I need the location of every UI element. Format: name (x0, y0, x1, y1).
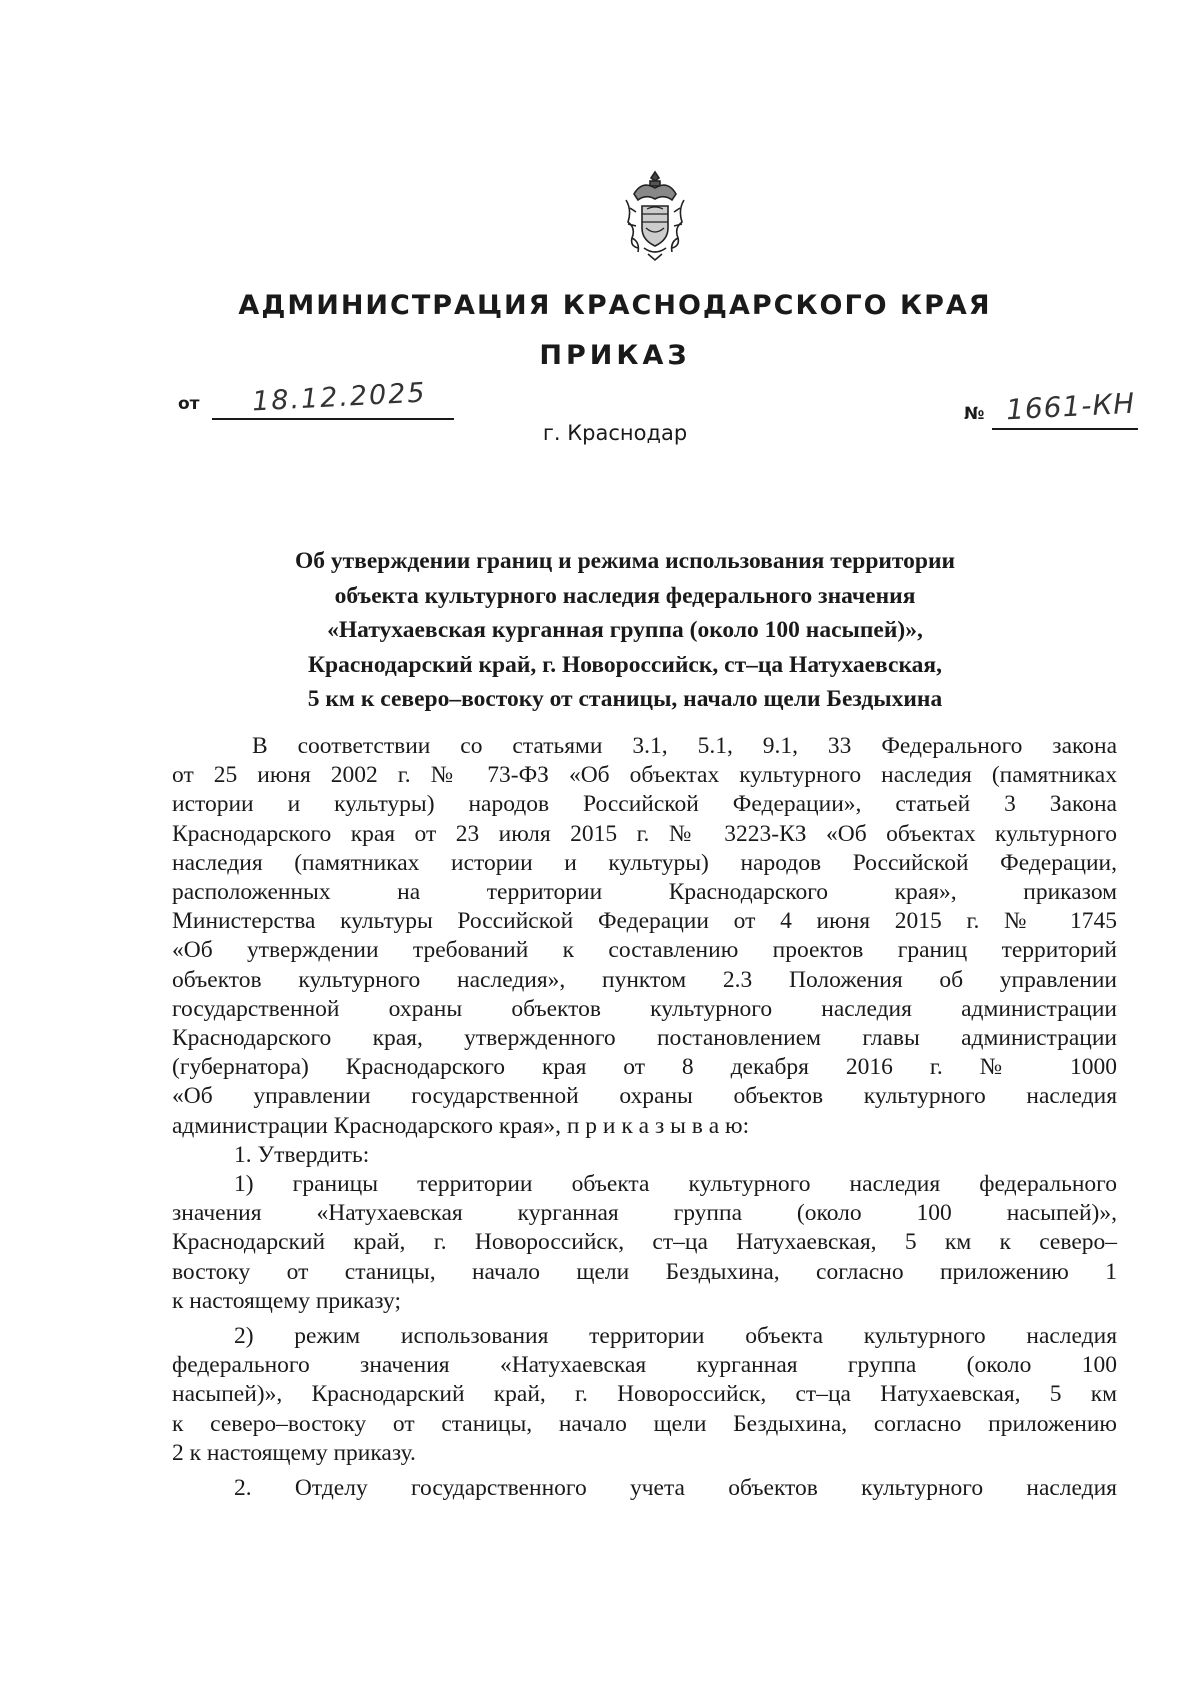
preamble-line: государственной охраны объектов культурного наследия администрации (172, 995, 1117, 1022)
item-1-2-line: 2 к настоящему приказу. (172, 1439, 416, 1466)
item-2-line: 2. Отделу государственного учета объектов культурного наследия (234, 1475, 1117, 1502)
organization-title: АДМИНИСТРАЦИЯ КРАСНОДАРСКОГО КРАЯ (238, 290, 992, 321)
date-field (212, 377, 454, 420)
subject-line: объекта культурного наследия федерального значения (334, 582, 916, 609)
preamble-line: Министерства культуры Российской Федерации от 4 июня 2015 г. № 1745 (172, 908, 1117, 935)
preamble-line: Краснодарского края, утвержденного постановлением главы администрации (172, 1025, 1117, 1052)
preamble-line: В соответствии со статьями 3.1, 5.1, 9.1, 33 Федерального закона (252, 733, 1117, 759)
city-label: г. Краснодар (542, 421, 688, 445)
number-value: 1661-КН (1005, 386, 1137, 427)
krasnodar-krai-coat-of-arms-icon (620, 168, 690, 264)
preamble-line: наследия (памятниках истории и культуры) народов Российской Федерации, (172, 849, 1117, 876)
preamble-line: «Об управлении государственной охраны объектов культурного наследия (172, 1083, 1117, 1110)
item-1-1-line: 1) границы территории объекта культурного наследия федерального (234, 1171, 1117, 1198)
document-type: ПРИКАЗ (539, 340, 691, 371)
subject-line: Краснодарский край, г. Новороссийск, ст–ца Натухаевская, (307, 651, 942, 678)
item-1-2-line: 2) режим использования территории объекта культурного наследия (234, 1323, 1117, 1350)
preamble-line: администрации Краснодарского края», п р и к а з ы в а ю: (172, 1112, 750, 1139)
order-subject (200, 544, 1050, 717)
number-label: № (964, 404, 985, 424)
item-1-2-line: к северо–востоку от станицы, начало щели Бездыхина, согласно приложению (172, 1410, 1117, 1437)
date-label: от (178, 394, 200, 414)
item-1-2-line: федерального значения «Натухаевская курганная группа (около 100 (172, 1352, 1117, 1379)
item-1-title: 1. Утвердить: (234, 1141, 370, 1168)
order-body (172, 732, 1117, 1503)
preamble-line: (губернатора) Краснодарского края от 8 декабря 2016 г. № 1000 (172, 1054, 1117, 1081)
subject-line: «Натухаевская курганная группа (около 100 насыпей)», (327, 617, 923, 643)
subject-line: 5 км к северо–востоку от станицы, начало щели Бездыхина (307, 686, 943, 712)
item-1-1-line: востоку от станицы, начало щели Бездыхина, согласно приложению 1 (172, 1258, 1117, 1285)
preamble-line: истории и культуры) народов Российской Федерации», статьей 3 Закона (172, 791, 1117, 818)
date-value: 18.12.2025 (251, 377, 428, 418)
preamble-line: объектов культурного наследия», пунктом 2.3 Положения об управлении (172, 966, 1117, 993)
preamble-line: расположенных на территории Краснодарского края», приказом (172, 879, 1117, 906)
item-1-1-line: Краснодарский край, г. Новороссийск, ст–ца Натухаевская, 5 км к северо– (172, 1229, 1117, 1256)
preamble-line: от 25 июня 2002 г. № 73-ФЗ «Об объектах культурного наследия (памятниках (172, 762, 1117, 789)
item-1-2-line: насыпей)», Краснодарский край, г. Новороссийск, ст–ца Натухаевская, 5 км (172, 1381, 1117, 1408)
preamble-line: «Об утверждении требований к составлению проектов границ территорий (172, 937, 1117, 964)
item-1-1-line: значения «Натухаевская курганная группа (около 100 насыпей)», (172, 1200, 1117, 1227)
item-1-1-line: к настоящему приказу; (172, 1287, 401, 1314)
subject-line: Об утверждении границ и режима использования территории (294, 548, 956, 574)
preamble-line: Краснодарского края от 23 июля 2015 г. № 3223-КЗ «Об объектах культурного (172, 820, 1117, 847)
